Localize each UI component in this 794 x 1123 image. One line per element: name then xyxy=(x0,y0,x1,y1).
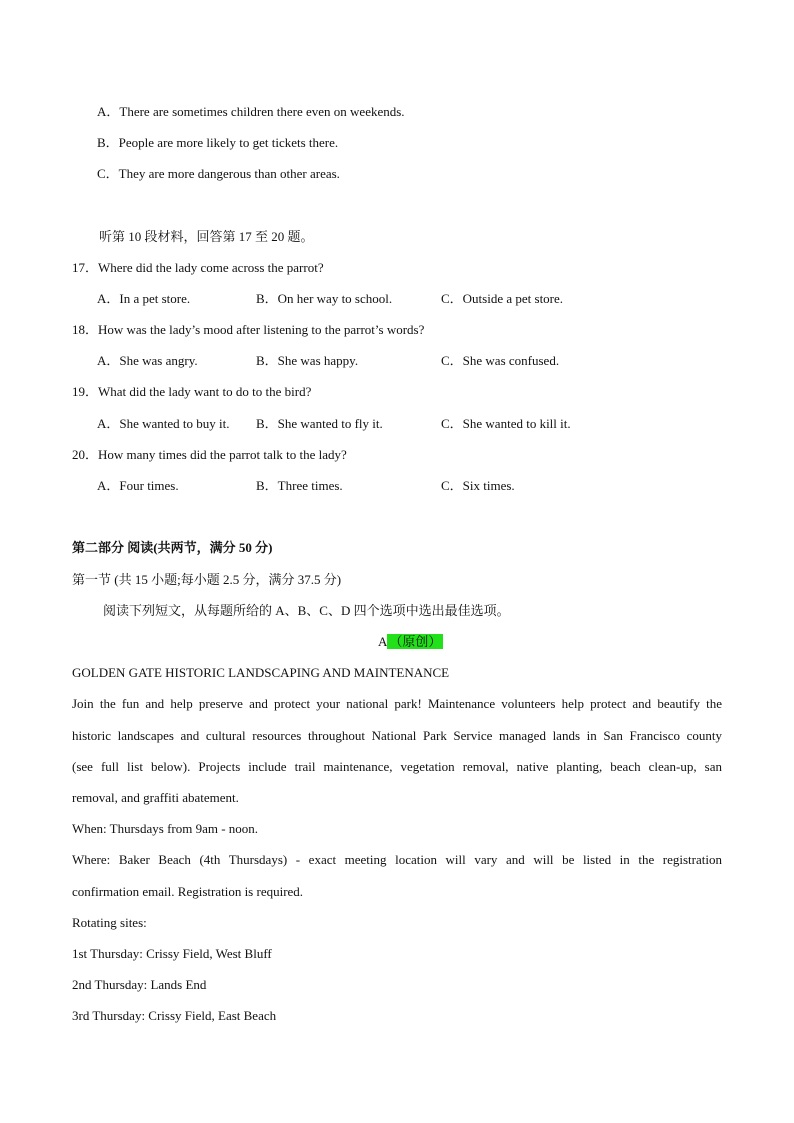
q17-option-c: C．Outside a pet store. xyxy=(441,291,564,306)
listening-section-intro: 听第 10 段材料，回答第 17 至 20 题。 xyxy=(99,229,314,244)
site-item: 1st Thursday: Crissy Field, West Bluff xyxy=(72,946,272,961)
passage-where-line-1: Where: Baker Beach (4th Thursdays) - exact meeting location will vary and will be listed in the registration xyxy=(72,852,722,867)
q19-option-a: A．She wanted to buy it. xyxy=(97,416,230,431)
passage-when: When: Thursdays from 9am - noon. xyxy=(72,821,259,836)
q16-option-a: A．There are sometimes children there even on weekends. xyxy=(97,104,405,119)
question-20-stem: 20．How many times did the parrot talk to the lady? xyxy=(72,447,347,462)
q16-option-b: B．People are more likely to get tickets there. xyxy=(97,135,339,150)
q16-option-c: C．They are more dangerous than other areas. xyxy=(97,166,340,181)
site-item: 3rd Thursday: Crissy Field, East Beach xyxy=(72,1008,277,1023)
part2-heading: 第二部分 阅读(共两节，满分 50 分) xyxy=(72,540,273,555)
passage-paragraph-line-1: Join the fun and help preserve and protect your national park! Maintenance volunteers help protect and beautify the xyxy=(72,696,722,711)
passage-title: GOLDEN GATE HISTORIC LANDSCAPING AND MAINTENANCE xyxy=(72,665,450,680)
q17-option-b: B．On her way to school. xyxy=(256,291,393,306)
q18-option-a: A．She was angry. xyxy=(97,353,198,368)
section1-heading: 第一节 (共 15 小题;每小题 2.5 分，满分 37.5 分) xyxy=(72,572,342,587)
q19-option-c: C．She wanted to kill it. xyxy=(441,416,571,431)
passage-paragraph-line-3: (see full list below). Projects include trail maintenance, vegetation removal, native planting, beach clean-up, san xyxy=(72,759,722,774)
passage-label xyxy=(378,633,443,651)
q19-option-b: B．She wanted to fly it. xyxy=(256,416,383,431)
question-18-stem: 18．How was the lady’s mood after listening to the parrot’s words? xyxy=(72,322,425,337)
rotating-sites-label: Rotating sites: xyxy=(72,915,147,930)
passage-letter: A xyxy=(378,634,388,649)
question-17-stem: 17．Where did the lady come across the parrot? xyxy=(72,260,324,275)
reading-instruction: 阅读下列短文，从每题所给的 A、B、C、D 四个选项中选出最佳选项。 xyxy=(103,603,510,618)
q20-option-b: B．Three times. xyxy=(256,478,343,493)
original-tag-highlight: （原创） xyxy=(389,634,442,649)
question-19-stem: 19．What did the lady want to do to the bird? xyxy=(72,384,312,399)
passage-paragraph-line-2: historic landscapes and cultural resources throughout National Park Service managed lands in San Francisco county xyxy=(72,728,722,743)
q18-option-b: B．She was happy. xyxy=(256,353,359,368)
passage-where-line-2: confirmation email. Registration is required. xyxy=(72,884,304,899)
q17-option-a: A．In a pet store. xyxy=(97,291,191,306)
q18-option-c: C．She was confused. xyxy=(441,353,560,368)
q20-option-c: C．Six times. xyxy=(441,478,515,493)
q20-option-a: A．Four times. xyxy=(97,478,179,493)
site-item: 2nd Thursday: Lands End xyxy=(72,977,207,992)
passage-paragraph-line-4: removal, and graffiti abatement. xyxy=(72,790,239,805)
